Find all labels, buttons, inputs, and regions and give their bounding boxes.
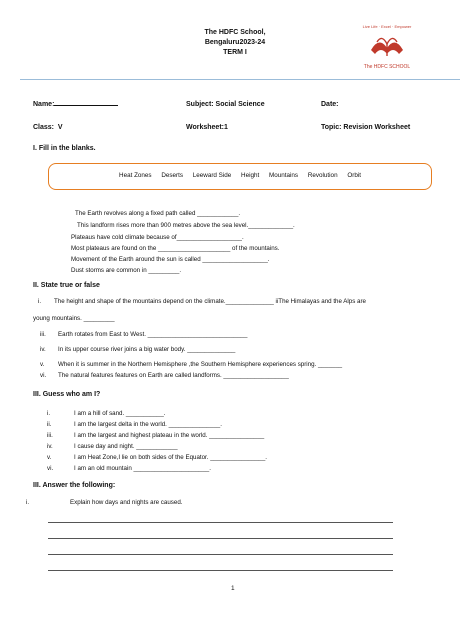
name-label: Name: [33, 101, 118, 108]
word-bank-item: Orbit [347, 172, 361, 179]
header-divider [20, 79, 460, 80]
guess-num: i. [47, 410, 51, 417]
true-false-item[interactable]: The natural features features on Earth are called landforms. ___________________ [58, 372, 289, 379]
class-label: Class: V [33, 124, 63, 131]
word-bank-item: Mountains [269, 172, 299, 179]
answer-question: Explain how days and nights are caused. [70, 499, 183, 506]
term-label: TERM I [223, 49, 247, 56]
fill-blank-item[interactable]: Most plateaus are found on the _____________________ of the mountains. [71, 245, 280, 252]
true-false-item[interactable]: young mountains. _________ [33, 315, 115, 322]
book-wings-logo-icon [367, 30, 407, 62]
word-bank-item: Revolution [307, 172, 338, 179]
fill-blank-item[interactable]: Plateaus have cold climate because of___________________. [71, 234, 244, 241]
true-false-item[interactable]: When it is summer in the Northern Hemisphere ,the Southern Hemisphere experiences spring. _______ [58, 361, 343, 368]
guess-item[interactable]: I am Heat Zone,I lie on both sides of the Equator. ________________. [74, 454, 267, 461]
guess-num: iii. [47, 432, 53, 439]
section-guess-who-title: III. Guess who am I? [33, 391, 101, 398]
page-number: 1 [231, 585, 235, 592]
section-true-false-title: II. State true or false [33, 282, 100, 289]
date-label: Date: [321, 101, 339, 108]
answer-line[interactable] [48, 522, 393, 523]
true-false-num: i. [38, 298, 42, 305]
fill-blank-item[interactable]: Dust storms are common in _________. [71, 267, 182, 274]
true-false-num: vi. [40, 372, 47, 379]
true-false-item[interactable]: In its upper course river joins a big water body. ______________ [58, 346, 236, 353]
answer-line[interactable] [48, 554, 393, 555]
answer-num: i. [26, 499, 30, 506]
name-line[interactable] [54, 105, 118, 106]
true-false-item[interactable]: Earth rotates from East to West. _____________________________ [58, 331, 248, 338]
school-city-year: Bengaluru2023-24 [204, 39, 266, 46]
answer-line[interactable] [48, 538, 393, 539]
word-bank-item: Height [241, 172, 260, 179]
true-false-num: iii. [40, 331, 46, 338]
logo-motto: Live Life · Excel · Empower [362, 24, 412, 29]
guess-item[interactable]: I am an old mountain ______________________. [74, 465, 211, 472]
section-fill-blanks-title: I. Fill in the blanks. [33, 145, 96, 152]
guess-item[interactable]: I am the largest delta in the world. _______________. [74, 421, 222, 428]
guess-num: ii. [47, 421, 52, 428]
true-false-num: v. [40, 361, 45, 368]
school-name: The HDFC School, [204, 29, 266, 36]
worksheet-label: Worksheet:1 [186, 124, 228, 131]
true-false-item[interactable]: The height and shape of the mountains depend on the climate.______________ iiThe Himalayas and the Alps are [54, 298, 366, 305]
word-bank-item: Deserts [161, 172, 184, 179]
guess-num: v. [47, 454, 52, 461]
topic-label: Topic: Revision Worksheet [321, 124, 411, 131]
logo-school-name: The HDFC SCHOOL [363, 64, 411, 70]
school-logo [352, 24, 422, 72]
guess-item[interactable]: I am the largest and highest plateau in the world. ________________ [74, 432, 265, 439]
fill-blank-item[interactable]: This landform rises more than 900 metres above the sea level._____________. [77, 222, 295, 229]
word-bank-box [48, 163, 432, 190]
fill-blank-item[interactable]: Movement of the Earth around the sun is called ___________________. [71, 256, 270, 263]
guess-num: vi. [47, 465, 54, 472]
true-false-num: iv. [40, 346, 46, 353]
guess-item[interactable]: I cause day and night. ____________ [74, 443, 178, 450]
guess-num: iv. [47, 443, 53, 450]
word-bank-item: Leeward Side [192, 172, 232, 179]
guess-item[interactable]: I am a hill of sand. ___________. [74, 410, 166, 417]
word-bank [49, 172, 431, 179]
subject-label: Subject: Social Science [186, 101, 265, 108]
answer-line[interactable] [48, 570, 393, 571]
class-value: V [57, 124, 63, 131]
section-answer-title: III. Answer the following: [33, 482, 116, 489]
word-bank-item: Heat Zones [119, 172, 152, 179]
fill-blank-item[interactable]: The Earth revolves along a fixed path called ____________. [75, 210, 241, 217]
